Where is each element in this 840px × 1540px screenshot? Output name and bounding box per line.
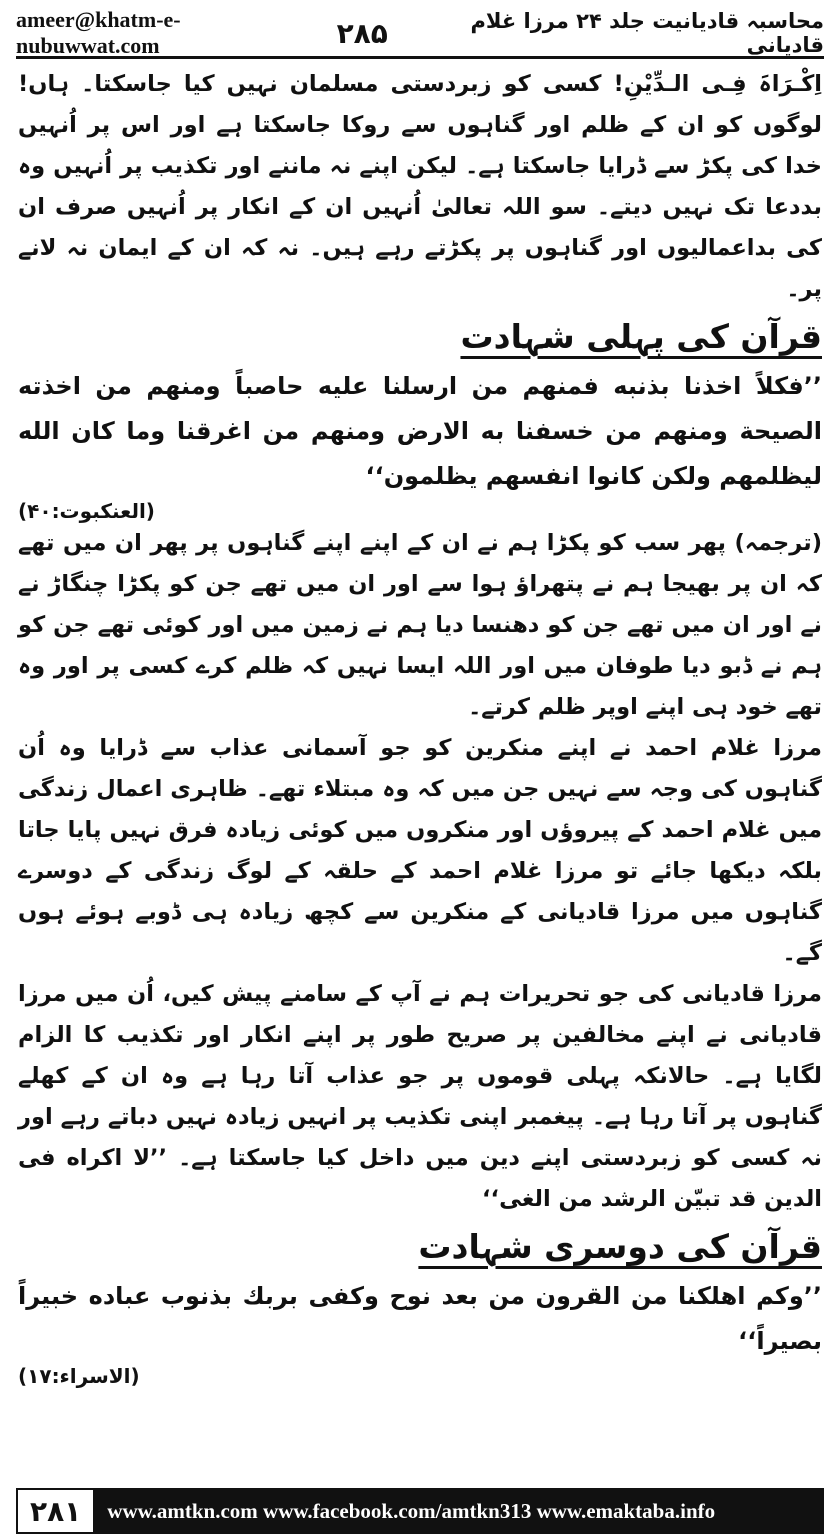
reference-row-1: [18, 499, 822, 523]
verse-reference-1: (العنکبوت:۴۰): [18, 499, 155, 523]
paragraph-intro: اِکْـرَاہَ فِـی الـدِّیْنِ! کسی کو زبردستی مسلمان نہیں کیا جاسکتا۔ ہاں! لوگوں کو ان کے ظلم اور گناہوں سے روکا جاسکتا ہے اور اس پر اُنہیں خدا کی پکڑ سے ڈرایا جاسکتا ہے۔ لیکن اپنے نہ ماننے اور تکذیب پر اُنہیں وہ بددعا تک نہیں دیتے۔ سو اللہ تعالیٰ اُنہیں ان کے انکار پر اُنہیں صرف ان کی بداعمالیوں اور گناہوں پر پکڑتے رہے ہیں۔ نہ کہ ان کے ایمان نہ لانے پر۔: [18, 71, 822, 302]
quran-verse-2: ’’وكم اهلكنا من القرون من بعد نوح وكفى بربك بذنوب عباده خبيراً بصيراً‘‘: [18, 1282, 822, 1355]
header-page-number: ۲۸۵: [336, 16, 388, 50]
page-content: [18, 64, 822, 1480]
paragraph-mirza-writings: مرزا قادیانی کی جو تحریرات ہم نے آپ کے سامنے پیش کیں، اُن میں مرزا قادیانی نے اپنے مخالفین پر صریح طور پر اپنے انکار اور تکذیب کا الزام لگایا ہے۔ حالانکہ پہلی قوموں پر جو عذاب آتا رہا ہے وہ ان کے کھلے گناہوں پر آتا رہا ہے۔ پیغمبر اپنی تکذیب پر انہیں زیادہ نہیں دباتے رہے اور نہ کسی کو زبردستی اپنے دین میں داخل کیا جاسکتا ہے۔ ’’لا اکراه فی الدين قد تبيّن الرشد من الغی‘‘: [18, 981, 822, 1212]
reference-row-2: [18, 1364, 822, 1388]
header-email: ameer@khatm-e-nubuwwat.com: [16, 7, 181, 58]
heading-first-testimony: قرآن کی پہلی شہادت: [460, 317, 822, 356]
paragraph-mirza-warning: مرزا غلام احمد نے اپنے منکرین کو جو آسمانی عذاب سے ڈرایا وہ اُن گناہوں کی وجہ سے نہیں جن میں کہ وہ مبتلاء تھے۔ ظاہری اعمال زندگی میں غلام احمد کے پیروؤں اور منکروں میں کوئی زیادہ فرق نہیں پایا جاتا بلکہ دیکھا جائے تو مرزا غلام احمد کے حلقہ کے لوگ زندگی کے دوسرے گناہوں میں مرزا قادیانی کے منکرین سے کچھ زیادہ ہی ڈوبے ہوئے ہوں گے۔: [18, 735, 822, 966]
quran-verse-1: ’’فکلاً اخذنا بذنبه فمنهم من ارسلنا عليه حاصباً ومنهم من اخذته الصيحة ومنهم من خسفنا به الارض ومنهم من اغرقنا وما كان الله ليظلمهم ولكن كانوا انفسهم يظلمون‘‘: [18, 372, 822, 490]
verse-reference-2: (الاسراء:۱۷): [18, 1364, 140, 1388]
footer-links: www.amtkn.com www.facebook.com/amtkn313 www.emaktaba.info: [107, 1498, 716, 1523]
page-footer: [16, 1488, 824, 1534]
paragraph-translation: (ترجمہ) پھر سب کو پکڑا ہم نے ان کے اپنے اپنے گناہوں پر پھر ان میں تھے کہ ان پر بھیجا ہم نے پتھراؤ ہوا سے اور ان میں تھے جن کو پکڑا چنگاڑ نے نے اور ان میں تھے جن کو دھنسا دیا ہم نے زمین میں اور کوئی تھے جن کو ہم نے ڈبو دیا طوفان میں اور اللہ ایسا نہیں کہ ظلم کرے کسی پر اور وہ تھے خود ہی اپنے اوپر ظلم کرتے۔: [18, 530, 822, 720]
footer-page-number: ۲۸۱: [16, 1488, 95, 1534]
header-left: [16, 7, 388, 59]
header-title: محاسبہ قادیانیت جلد ۲۴ مرزا غلام قادیانی: [470, 9, 824, 57]
heading-second-testimony: قرآن کی دوسری شہادت: [418, 1227, 822, 1266]
page-header: [16, 7, 824, 59]
